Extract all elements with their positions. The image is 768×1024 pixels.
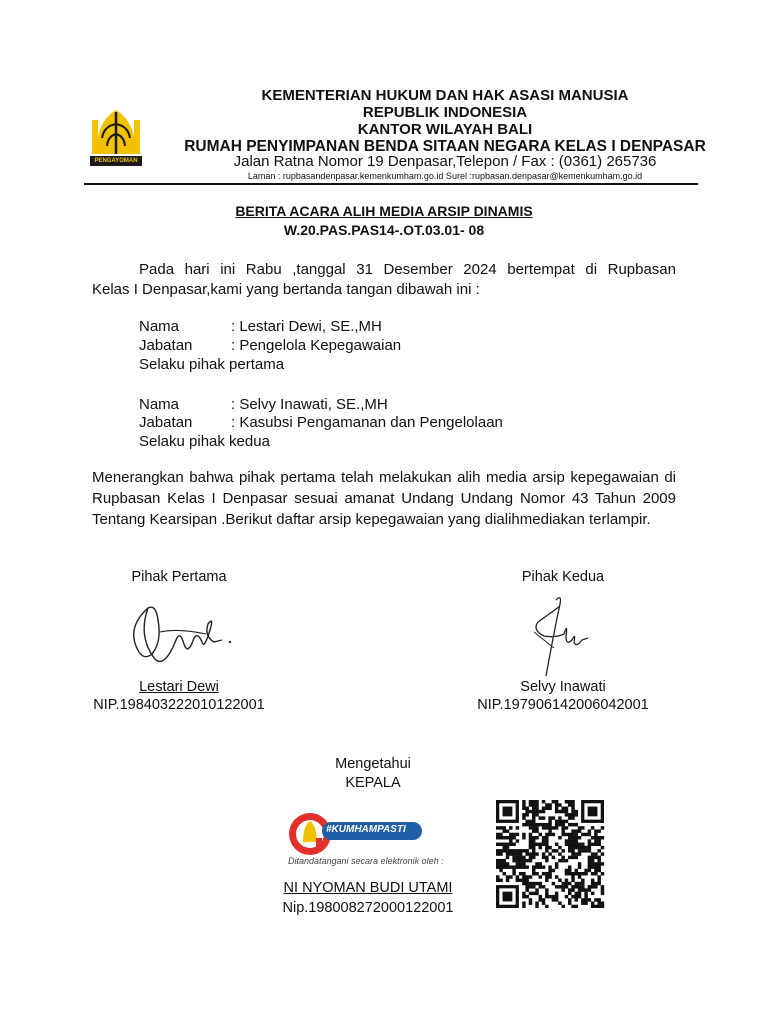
head-position: KEPALA	[345, 775, 401, 791]
party1-name-label: Nama	[139, 318, 180, 335]
party1-position-value: : Pengelola Kepegawaian	[231, 337, 402, 354]
party2-name-label: Nama	[139, 396, 180, 413]
pengayoman-logo	[82, 100, 150, 170]
first-party-name: Lestari Dewi	[139, 679, 219, 695]
unit-name: RUMAH PENYIMPANAN BENDA SITAAN NEGARA KELAS I DENPASAR	[184, 138, 706, 155]
office-name: KANTOR WILAYAH BALI	[357, 121, 533, 138]
kumham-esign-badge	[286, 808, 486, 868]
ministry-name: KEMENTERIAN HUKUM DAN HAK ASASI MANUSIA	[261, 87, 629, 104]
party1-position-label: Jabatan	[139, 337, 193, 354]
party1-role: Selaku pihak pertama	[139, 356, 285, 373]
acknowledge-label: Mengetahui	[335, 756, 411, 772]
head-name: NI NYOMAN BUDI UTAMI	[283, 880, 453, 896]
statement-paragraph: Menerangkan bahwa pihak pertama telah melakukan alih media arsip kepegawaian di Rupbasan Kelas I Denpasar sesuai amanat Undang Undang Nomor 43 Tahun 2009 Tentang Kearsipan .Berikut daftar arsip kepegawaian yang dialihmediakan terlampir.	[92, 469, 676, 528]
office-web-email: Laman : rupbasandenpasar.kemenkumham.go.id Surel :rupbasan.denpasar@kemenkumham.go.id	[247, 171, 643, 181]
document-number: W.20.PAS.PAS14-.OT.03.01- 08	[283, 222, 485, 238]
qr-code	[494, 800, 606, 908]
second-party-label: Pihak Kedua	[521, 569, 605, 585]
office-address: Jalan Ratna Nomor 19 Denpasar,Telepon / Fax : (0361) 265736	[233, 153, 657, 170]
country-name: REPUBLIK INDONESIA	[362, 104, 528, 121]
party1-name-value: : Lestari Dewi, SE.,MH	[231, 318, 382, 335]
opening-line-1: Pada hari ini Rabu ,tanggal 31 Desember 2024 bertempat di Rupbasan	[139, 261, 676, 278]
first-party-signature	[118, 596, 242, 676]
logo-text: PENGAYOMAN	[94, 158, 138, 164]
first-party-label: Pihak Pertama	[131, 569, 227, 585]
document-title: BERITA ACARA ALIH MEDIA ARSIP DINAMIS	[235, 203, 533, 219]
header-divider	[84, 183, 698, 185]
esign-caption: Ditandatangani secara elektronik oleh :	[288, 856, 444, 866]
party2-role: Selaku pihak kedua	[139, 433, 270, 450]
opening-line-2: Kelas I Denpasar,kami yang bertanda tangan dibawah ini :	[92, 281, 480, 298]
party2-position-label: Jabatan	[139, 414, 193, 431]
party2-position-value: : Kasubsi Pengamanan dan Pengelolaan	[231, 414, 503, 431]
party2-name-value: : Selvy Inawati, SE.,MH	[231, 396, 388, 413]
second-party-name: Selvy Inawati	[520, 679, 606, 695]
second-party-signature	[516, 592, 596, 684]
head-nip: Nip.198008272000122001	[282, 900, 454, 916]
kumhampasti-tag: #KUMHAMPASTI	[326, 824, 406, 835]
second-party-nip: NIP.197906142006042001	[477, 697, 649, 713]
first-party-nip: NIP.198403222010122001	[93, 697, 265, 713]
